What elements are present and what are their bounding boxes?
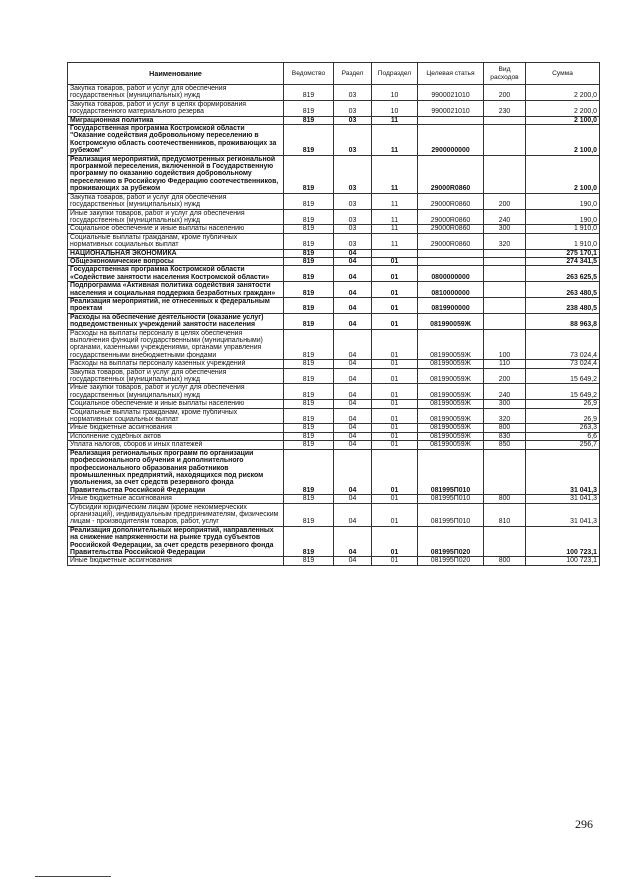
cell-type: 100 xyxy=(484,329,526,360)
cell-sum: 2 100,0 xyxy=(526,155,600,193)
cell-name: Субсидии юридическим лицам (кроме некоммерческих организаций), индивидуальным предпринимателям, физическим лицам - производителям товаров, работ, услуг xyxy=(68,503,284,526)
table-row xyxy=(68,100,600,116)
cell-target: 081990059Ж xyxy=(418,400,484,408)
table-row xyxy=(68,441,600,449)
cell-sum: 190,0 xyxy=(526,209,600,225)
cell-target: 081995П010 xyxy=(418,449,484,494)
cell-name: Социальные выплаты гражданам, кроме публичных нормативных социальных выплат xyxy=(68,408,284,424)
cell-subsection: 01 xyxy=(372,441,418,449)
table-row xyxy=(68,329,600,360)
budget-table xyxy=(67,62,600,566)
cell-sum: 2 100,0 xyxy=(526,116,600,124)
cell-target xyxy=(418,249,484,257)
cell-sum: 15 649,2 xyxy=(526,368,600,384)
cell-target: 081990059Ж xyxy=(418,360,484,368)
cell-subsection xyxy=(372,249,418,257)
table-row xyxy=(68,249,600,257)
cell-target: 081990059Ж xyxy=(418,424,484,432)
table-row xyxy=(68,313,600,329)
cell-dept: 819 xyxy=(284,526,334,557)
cell-type xyxy=(484,125,526,156)
cell-dept: 819 xyxy=(284,503,334,526)
cell-target: 081990059Ж xyxy=(418,408,484,424)
table-row xyxy=(68,233,600,249)
cell-section: 04 xyxy=(334,526,372,557)
cell-type: 200 xyxy=(484,368,526,384)
cell-subsection: 10 xyxy=(372,100,418,116)
cell-subsection: 01 xyxy=(372,400,418,408)
table-row xyxy=(68,408,600,424)
cell-dept: 819 xyxy=(284,297,334,313)
cell-sum: 31 041,3 xyxy=(526,495,600,503)
cell-sum: 73 024,4 xyxy=(526,329,600,360)
cell-section: 03 xyxy=(334,100,372,116)
cell-type: 200 xyxy=(484,85,526,101)
cell-name: Иные бюджетные ассигнования xyxy=(68,557,284,565)
cell-name: Иные закупки товаров, работ и услуг для обеспечения государственных (муниципальных) нужд xyxy=(68,209,284,225)
table-row xyxy=(68,85,600,101)
cell-section: 04 xyxy=(334,432,372,440)
cell-name: Подпрограмма «Активная политика содействия занятости населения и социальная поддержка безработных граждан» xyxy=(68,282,284,298)
cell-type xyxy=(484,116,526,124)
table-row xyxy=(68,424,600,432)
cell-section: 04 xyxy=(334,424,372,432)
cell-target: 29000R0860 xyxy=(418,209,484,225)
cell-type: 800 xyxy=(484,424,526,432)
cell-section: 04 xyxy=(334,557,372,565)
cell-dept: 819 xyxy=(284,116,334,124)
cell-type: 850 xyxy=(484,441,526,449)
cell-dept: 819 xyxy=(284,313,334,329)
cell-subsection: 01 xyxy=(372,313,418,329)
cell-sum: 263 480,5 xyxy=(526,282,600,298)
cell-type: 320 xyxy=(484,233,526,249)
cell-name: Иные бюджетные ассигнования xyxy=(68,424,284,432)
cell-subsection: 01 xyxy=(372,297,418,313)
cell-section: 04 xyxy=(334,441,372,449)
cell-dept: 819 xyxy=(284,495,334,503)
cell-section: 04 xyxy=(334,313,372,329)
cell-type: 830 xyxy=(484,432,526,440)
cell-subsection: 11 xyxy=(372,125,418,156)
cell-section: 04 xyxy=(334,257,372,265)
cell-section: 04 xyxy=(334,408,372,424)
cell-target: 081990059Ж xyxy=(418,329,484,360)
cell-dept: 819 xyxy=(284,233,334,249)
cell-name: Государственная программа Костромской области "Оказание содействия добровольному переселению в Костромскую область соотечественников, проживающих за рубежом" xyxy=(68,125,284,156)
cell-dept: 819 xyxy=(284,424,334,432)
cell-name: Иные закупки товаров, работ и услуг для обеспечения государственных (муниципальных) нужд xyxy=(68,384,284,400)
cell-dept: 819 xyxy=(284,85,334,101)
cell-type xyxy=(484,526,526,557)
cell-type: 810 xyxy=(484,503,526,526)
cell-name: Расходы на выплаты персоналу в целях обеспечения выполнения функций государственными (муниципальными) органами, казенными учреждениями, органами управления государственными внебюджетными фондами xyxy=(68,329,284,360)
cell-type: 110 xyxy=(484,360,526,368)
table-row xyxy=(68,155,600,193)
cell-subsection: 01 xyxy=(372,384,418,400)
cell-name: Расходы на обеспечение деятельности (оказание услуг) подведомственных учреждений занятости населения xyxy=(68,313,284,329)
table-row xyxy=(68,368,600,384)
cell-dept: 819 xyxy=(284,193,334,209)
footer-rule xyxy=(35,876,111,877)
cell-sum: 274 341,5 xyxy=(526,257,600,265)
cell-subsection: 01 xyxy=(372,257,418,265)
cell-sum: 275 170,1 xyxy=(526,249,600,257)
page-number: 296 xyxy=(575,817,593,831)
cell-target: 0810000000 xyxy=(418,282,484,298)
cell-subsection: 11 xyxy=(372,225,418,233)
cell-subsection: 01 xyxy=(372,424,418,432)
cell-target: 081990059Ж xyxy=(418,368,484,384)
cell-sum: 256,7 xyxy=(526,441,600,449)
cell-type xyxy=(484,257,526,265)
cell-section: 03 xyxy=(334,155,372,193)
cell-subsection: 01 xyxy=(372,408,418,424)
cell-sum: 2 200,0 xyxy=(526,85,600,101)
table-row xyxy=(68,526,600,557)
cell-sum: 31 041,3 xyxy=(526,503,600,526)
cell-name: Закупка товаров, работ и услуг для обеспечения государственных (муниципальных) нужд xyxy=(68,193,284,209)
table-row xyxy=(68,449,600,494)
cell-subsection: 01 xyxy=(372,282,418,298)
header-section: Раздел xyxy=(334,63,372,85)
cell-sum: 1 910,0 xyxy=(526,233,600,249)
cell-section: 03 xyxy=(334,209,372,225)
cell-dept: 819 xyxy=(284,449,334,494)
cell-name: Закупка товаров, работ и услуг для обеспечения государственных (муниципальных) нужд xyxy=(68,85,284,101)
header-target: Целевая статья xyxy=(418,63,484,85)
cell-section: 04 xyxy=(334,400,372,408)
cell-target xyxy=(418,116,484,124)
cell-name: Уплата налогов, сборов и иных платежей xyxy=(68,441,284,449)
cell-section: 04 xyxy=(334,503,372,526)
cell-sum: 6,6 xyxy=(526,432,600,440)
cell-section: 04 xyxy=(334,249,372,257)
table-row xyxy=(68,360,600,368)
cell-type xyxy=(484,449,526,494)
cell-subsection: 01 xyxy=(372,266,418,282)
cell-subsection: 01 xyxy=(372,495,418,503)
cell-target: 081990059Ж xyxy=(418,441,484,449)
cell-target: 081995П010 xyxy=(418,503,484,526)
cell-sum: 2 100,0 xyxy=(526,125,600,156)
cell-target: 9900021010 xyxy=(418,85,484,101)
cell-name: Закупка товаров, работ и услуг в целях формирования государственного материального резерва xyxy=(68,100,284,116)
cell-subsection: 01 xyxy=(372,432,418,440)
table-row xyxy=(68,384,600,400)
header-sum: Сумма xyxy=(526,63,600,85)
table-row xyxy=(68,297,600,313)
cell-sum: 263,3 xyxy=(526,424,600,432)
cell-sum: 26,9 xyxy=(526,408,600,424)
cell-type: 240 xyxy=(484,209,526,225)
cell-dept: 819 xyxy=(284,368,334,384)
cell-sum: 238 480,5 xyxy=(526,297,600,313)
cell-target: 29000R0860 xyxy=(418,225,484,233)
cell-type: 800 xyxy=(484,495,526,503)
cell-dept: 819 xyxy=(284,557,334,565)
cell-section: 04 xyxy=(334,384,372,400)
cell-name: Закупка товаров, работ и услуг для обеспечения государственных (муниципальных) нужд xyxy=(68,368,284,384)
header-type: Вид расходов xyxy=(484,63,526,85)
cell-target: 081995П010 xyxy=(418,495,484,503)
cell-target: 081995П020 xyxy=(418,557,484,565)
cell-section: 03 xyxy=(334,85,372,101)
cell-type: 240 xyxy=(484,384,526,400)
table-row xyxy=(68,209,600,225)
cell-sum: 88 963,8 xyxy=(526,313,600,329)
cell-target: 081990059Ж xyxy=(418,432,484,440)
cell-dept: 819 xyxy=(284,209,334,225)
cell-target: 0819900000 xyxy=(418,297,484,313)
cell-type: 300 xyxy=(484,400,526,408)
cell-target: 0800000000 xyxy=(418,266,484,282)
cell-section: 04 xyxy=(334,297,372,313)
cell-name: Социальное обеспечение и иные выплаты населению xyxy=(68,225,284,233)
cell-type: 200 xyxy=(484,193,526,209)
cell-sum: 73 024,4 xyxy=(526,360,600,368)
cell-section: 03 xyxy=(334,116,372,124)
table-row xyxy=(68,257,600,265)
cell-dept: 819 xyxy=(284,225,334,233)
cell-target: 29000R0860 xyxy=(418,193,484,209)
cell-name: Миграционная политика xyxy=(68,116,284,124)
cell-name: Реализация дополнительных мероприятий, направленных на снижение напряженности на рынке труда субъектов Российской Федерации, за счет средств резервного фонда Правительства Российской Федерации xyxy=(68,526,284,557)
cell-type: 300 xyxy=(484,225,526,233)
cell-dept: 819 xyxy=(284,408,334,424)
cell-dept: 819 xyxy=(284,125,334,156)
cell-subsection: 10 xyxy=(372,85,418,101)
cell-sum: 1 910,0 xyxy=(526,225,600,233)
cell-name: Расходы на выплаты персоналу казенных учреждений xyxy=(68,360,284,368)
table-row xyxy=(68,400,600,408)
cell-subsection: 11 xyxy=(372,155,418,193)
cell-sum: 31 041,3 xyxy=(526,449,600,494)
table-row xyxy=(68,495,600,503)
cell-section: 04 xyxy=(334,329,372,360)
header-subsection: Подраздел xyxy=(372,63,418,85)
cell-dept: 819 xyxy=(284,266,334,282)
cell-section: 03 xyxy=(334,193,372,209)
cell-sum: 100 723,1 xyxy=(526,557,600,565)
cell-dept: 819 xyxy=(284,400,334,408)
cell-type xyxy=(484,155,526,193)
cell-sum: 190,0 xyxy=(526,193,600,209)
cell-subsection: 01 xyxy=(372,368,418,384)
cell-subsection: 01 xyxy=(372,360,418,368)
cell-section: 04 xyxy=(334,449,372,494)
table-body xyxy=(68,85,600,566)
cell-subsection: 11 xyxy=(372,193,418,209)
cell-type: 230 xyxy=(484,100,526,116)
table-row xyxy=(68,193,600,209)
cell-type xyxy=(484,313,526,329)
cell-name: Государственная программа Костромской области «Содействие занятости населения Костромской области» xyxy=(68,266,284,282)
cell-name: Реализация мероприятий, предусмотренных региональной программой переселения, включенной в Государственную программу по оказанию содействия добровольному переселению в Российскую Федерацию соотечественников, проживающих за рубежом xyxy=(68,155,284,193)
header-dept: Ведомство xyxy=(284,63,334,85)
cell-target: 9900021010 xyxy=(418,100,484,116)
cell-sum: 15 649,2 xyxy=(526,384,600,400)
cell-subsection: 01 xyxy=(372,503,418,526)
cell-dept: 819 xyxy=(284,100,334,116)
cell-subsection: 01 xyxy=(372,526,418,557)
cell-dept: 819 xyxy=(284,282,334,298)
cell-dept: 819 xyxy=(284,329,334,360)
cell-type xyxy=(484,297,526,313)
cell-target: 081995П020 xyxy=(418,526,484,557)
cell-target xyxy=(418,257,484,265)
table-header-row xyxy=(68,63,600,85)
cell-subsection: 01 xyxy=(372,329,418,360)
cell-subsection: 11 xyxy=(372,209,418,225)
cell-dept: 819 xyxy=(284,432,334,440)
cell-name: НАЦИОНАЛЬНАЯ ЭКОНОМИКА xyxy=(68,249,284,257)
cell-name: Социальные выплаты гражданам, кроме публичных нормативных социальных выплат xyxy=(68,233,284,249)
cell-target: 2900000000 xyxy=(418,125,484,156)
cell-name: Общеэкономические вопросы xyxy=(68,257,284,265)
cell-target: 29000R0860 xyxy=(418,233,484,249)
cell-name: Социальное обеспечение и иные выплаты населению xyxy=(68,400,284,408)
cell-subsection: 11 xyxy=(372,233,418,249)
cell-dept: 819 xyxy=(284,360,334,368)
cell-dept: 819 xyxy=(284,249,334,257)
cell-sum: 100 723,1 xyxy=(526,526,600,557)
cell-subsection: 11 xyxy=(372,116,418,124)
cell-type: 320 xyxy=(484,408,526,424)
table-row xyxy=(68,125,600,156)
cell-dept: 819 xyxy=(284,441,334,449)
table-row xyxy=(68,432,600,440)
cell-section: 03 xyxy=(334,125,372,156)
table-row xyxy=(68,282,600,298)
cell-sum: 2 200,0 xyxy=(526,100,600,116)
cell-type xyxy=(484,249,526,257)
cell-type: 800 xyxy=(484,557,526,565)
header-name: Наименование xyxy=(68,63,284,85)
cell-section: 03 xyxy=(334,233,372,249)
cell-section: 04 xyxy=(334,360,372,368)
cell-target: 081990059Ж xyxy=(418,384,484,400)
cell-section: 03 xyxy=(334,225,372,233)
table-row xyxy=(68,225,600,233)
table-row xyxy=(68,116,600,124)
cell-subsection: 01 xyxy=(372,557,418,565)
cell-sum: 263 625,5 xyxy=(526,266,600,282)
cell-subsection: 01 xyxy=(372,449,418,494)
table-row xyxy=(68,503,600,526)
cell-name: Иные бюджетные ассигнования xyxy=(68,495,284,503)
cell-type xyxy=(484,266,526,282)
cell-name: Реализация мероприятий, не отнесенных к федеральным проектам xyxy=(68,297,284,313)
cell-sum: 26,9 xyxy=(526,400,600,408)
table-row xyxy=(68,557,600,565)
cell-dept: 819 xyxy=(284,155,334,193)
cell-name: Реализация региональных программ по организации профессионального обучения и дополнительного профессионального образования работников промышленных предприятий, находящихся под риском увольнения, за счет средств резервного фонда Правительства Российской Федерации xyxy=(68,449,284,494)
cell-dept: 819 xyxy=(284,257,334,265)
cell-section: 04 xyxy=(334,266,372,282)
table-row xyxy=(68,266,600,282)
cell-target: 081990059Ж xyxy=(418,313,484,329)
cell-section: 04 xyxy=(334,282,372,298)
cell-dept: 819 xyxy=(284,384,334,400)
cell-name: Исполнение судебных актов xyxy=(68,432,284,440)
cell-section: 04 xyxy=(334,495,372,503)
cell-section: 04 xyxy=(334,368,372,384)
cell-target: 29000R0860 xyxy=(418,155,484,193)
cell-type xyxy=(484,282,526,298)
